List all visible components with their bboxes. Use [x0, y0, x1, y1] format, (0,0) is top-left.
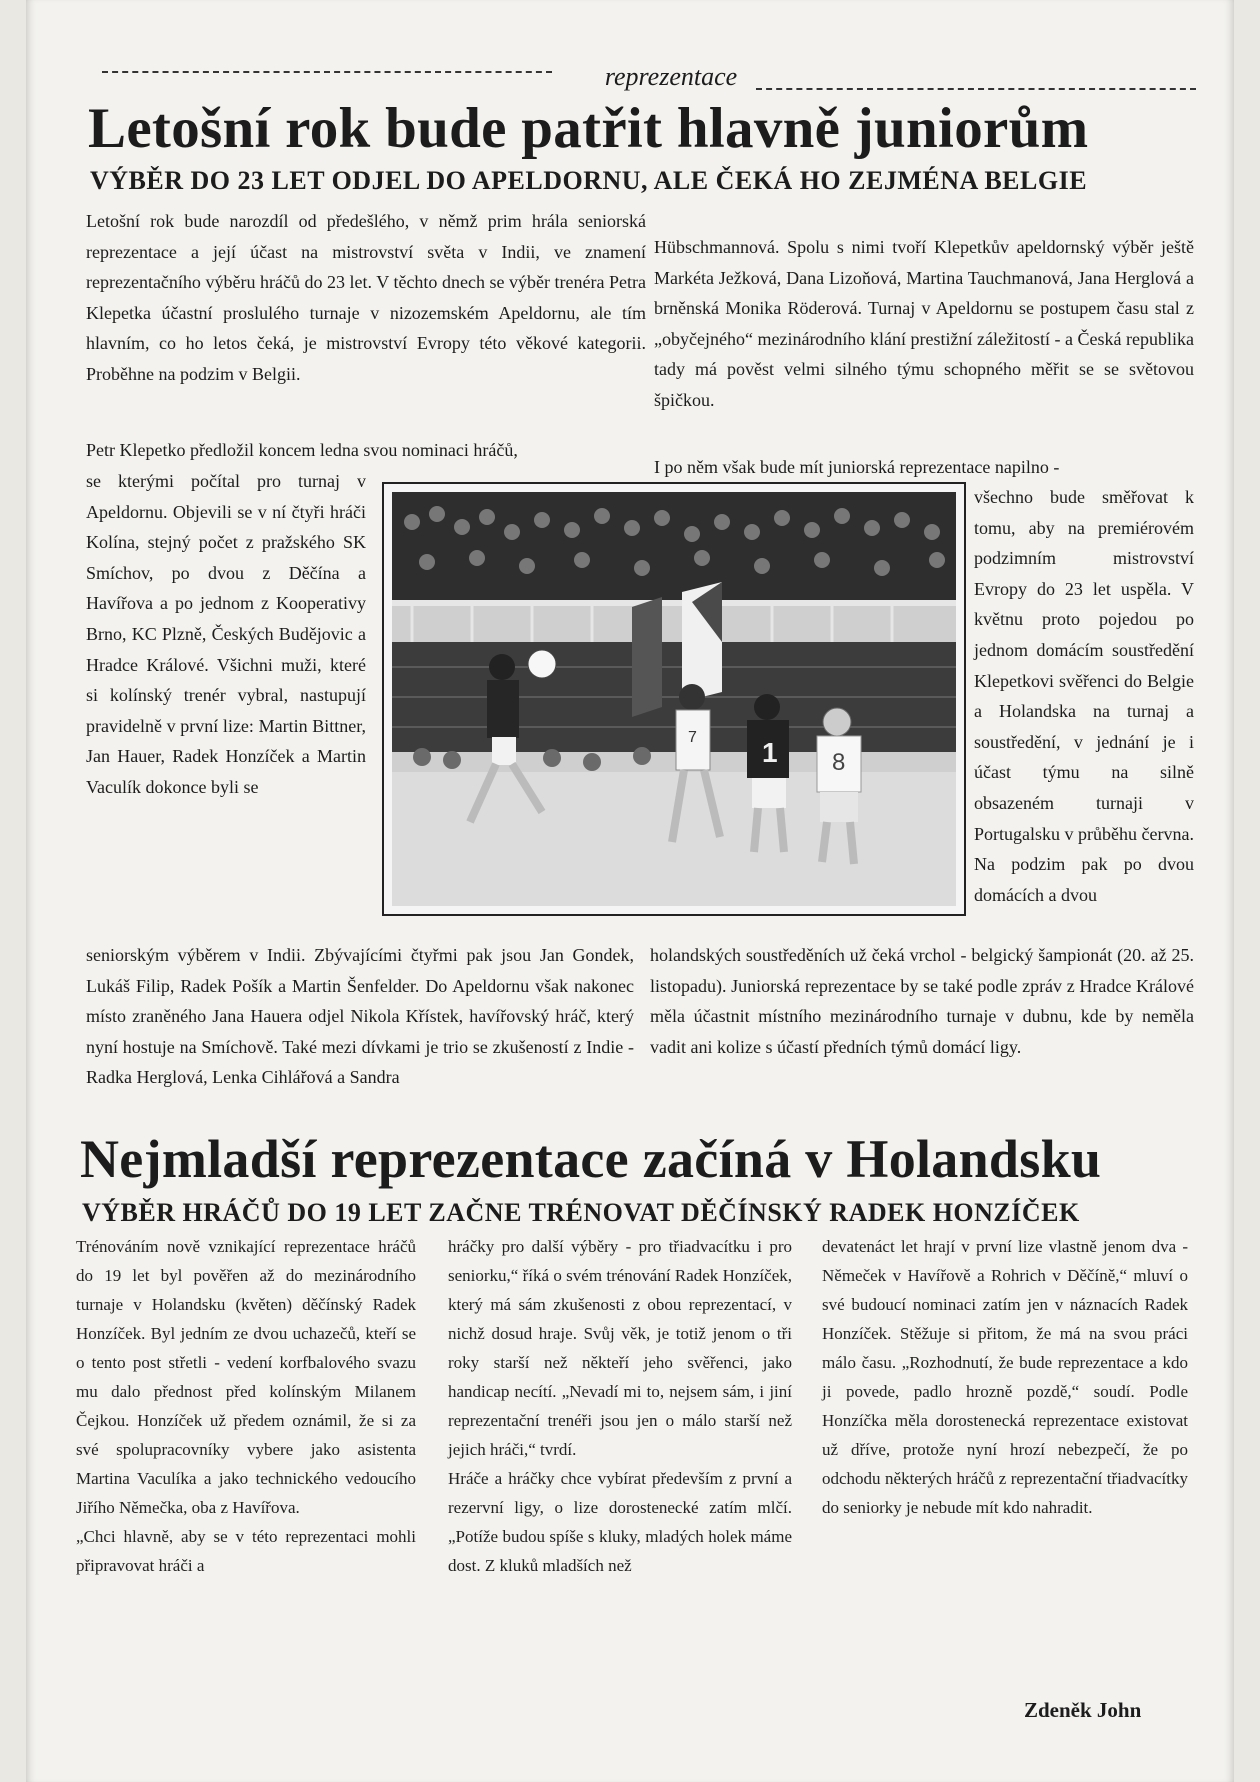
article1-left-wide [86, 435, 646, 466]
rubric-right-rule [756, 88, 1196, 90]
article2-column-1 [76, 1232, 416, 1580]
paragraph: hráčky pro další výběry - pro třiadvacítku i pro seniorku,“ říká o svém trénování Radek Honzíček, který má sám zkušenosti z obou reprezentací, v nichž dosud hraje. Svůj věk, je totiž jenom o tři roky starší než někteří jeho svěřenci, jako handicap necítí. „Nevadí mi to, nejsem sám, i jiní reprezentační trenéři jsou jen o málo starší než jejich hráči,“ tvrdí. [448, 1237, 792, 1459]
paragraph: Letošní rok bude narozdíl od předešlého, v němž prim hrála seniorská reprezentace a její účast na mistrovství světa v Indii, ve znamení reprezentačního výběru hráčů do 23 let. V těchto dnech se výběr trenéra Petra Klepetka účastní proslulého turnaje v nizozemském Apeldornu, ale tím hlavním, co ho letos čeká, je mistrovství Evropy této věkové kategorii. Proběhne na podzim v Belgii. [86, 211, 646, 384]
section-rubric: reprezentace [604, 62, 738, 91]
article1-headline: Letošní rok bude patřit hlavně juniorům [88, 97, 1089, 160]
paragraph: Trénováním nově vznikající reprezentace hráčů do 19 let byl pověřen až do mezinárodního turnaje v Holandsku (květen) děčínský Radek Honzíček. Byl jedním ze dvou uchazečů, kteří se o tento post střetli - vedení korfbalového svazu mu dalo přednost před kolínským Milanem Čejkou. Honzíček už předem oznámil, že si za své spolupracovníky vybere jako asistenta Martina Vaculíka a jako technického vedoucího Jiřího Němečka, oba z Havířova. [76, 1237, 416, 1517]
article1-left-bottom [86, 940, 634, 1093]
article1-left-top [86, 206, 646, 390]
newspaper-page [26, 0, 1234, 1782]
paragraph: Petr Klepetko předložil koncem ledna svou nominaci hráčů, [86, 440, 518, 460]
article2-subheadline: VÝBĚR HRÁČŮ DO 19 LET ZAČNE TRÉNOVAT DĚČÍNSKÝ RADEK HONZÍČEK [82, 1198, 1080, 1227]
article2-headline: Nejmladší reprezentace začíná v Holandsku [80, 1129, 1102, 1189]
article1-right-narrow [974, 482, 1194, 910]
author-signature: Zdeněk John [1024, 1698, 1142, 1722]
paragraph: devatenáct let hrají v první lize vlastně jenom dva - Němeček v Havířově a Rohrich v Děčíně,“ mluví o své budoucí nominaci zatím jen v náznacích Radek Honzíček. Stěžuje si přitom, že má na svou práci málo času. „Rozhodnutí, že bude reprezentace a kdo ji povede, padlo hrozně pozdě,“ soudí. Podle Honzíčka měla dorostenecká reprezentace existovat už dříve, protože nyní hrozí nebezpečí, že po odchodu některých hráčů z reprezentační třiadvacítky do seniorky je nebude mít kdo nahradit. [822, 1237, 1188, 1517]
article1-subheadline: VÝBĚR DO 23 LET ODJEL DO APELDORNU, ALE ČEKÁ HO ZEJMÉNA BELGIE [90, 166, 1088, 195]
article1-right-wide [654, 452, 1194, 483]
article1-right-bottom [650, 940, 1194, 1062]
shirt-number-right: 8 [832, 749, 846, 776]
paragraph: „Chci hlavně, aby se v této reprezentaci mohli připravovat hráči a [76, 1527, 416, 1575]
article1-right-top [654, 232, 1194, 416]
shirt-number-left: 1 [762, 737, 778, 768]
paragraph: Hráče a hráčky chce vybírat především z první a rezervní ligy, o lize dorostenecké zatím mlčí. „Potíže budou spíše s kluky, mladých holek máme dost. Z kluků mladších než [448, 1469, 792, 1575]
article1-left-narrow [86, 466, 366, 803]
article2-column-3 [822, 1232, 1188, 1522]
paragraph: se kterými počítal pro turnaj v Apeldornu. Objevili se v ní čtyři hráči Kolína, stejný počet z pražského SK Smíchov, po dvou z Děčína a Havířova a po jednom z Kooperativy Brno, KC Plzně, Českých Budějovic a Hradce Králové. Všichni muži, které si kolínský trenér vybral, nastupují pravidelně v první lize: Martin Bittner, Jan Hauer, Radek Honzíček a Martin Vaculík dokonce byli se [86, 471, 366, 797]
paragraph: seniorským výběrem v Indii. Zbývajícími čtyřmi pak jsou Jan Gondek, Lukáš Filip, Radek Pošík a Martin Šenfelder. Do Apeldornu však nakonec místo zraněného Jana Hauera odjel Nikola Křístek, havířovský hráč, který nyní hostuje na Smíchově. Také mezi dívkami je trio se zkušeností z Indie - Radka Herglová, Lenka Cihlářová a Sandra [86, 945, 634, 1088]
paragraph: I po něm však bude mít juniorská reprezentace napilno - [654, 457, 1060, 477]
paragraph: Hübschmannová. Spolu s nimi tvoří Klepetkův apeldornský výběr ještě Markéta Ježková, Dana Lizoňová, Martina Tauchmanová, Jana Herglová a brněnská Monika Röderová. Turnaj v Apeldornu se postupem času stal z „obyčejného“ mezinárodního klání prestižní záležitostí - a Česká republika tady má pověst velmi silného týmu schopného měřit se se světovou špičkou. [654, 237, 1194, 410]
korfball-match-photo-icon [392, 492, 956, 906]
rubric-left-rule [102, 71, 552, 73]
article2-column-2 [448, 1232, 792, 1580]
paragraph: všechno bude směřovat k tomu, aby na premiérovém podzimním mistrovství Evropy do 23 let uspěla. V květnu proto pojedou po jednom domácím soustředění Klepetkovi svěřenci do Belgie a Holandska na turnaj a soustředění, v jednání je i účast týmu na silně obsazeném turnaji v Portugalsku v průběhu června. Na podzim pak po dvou domácích a dvou [974, 487, 1194, 905]
paragraph: holandských soustředěních už čeká vrchol - belgický šampionát (20. až 25. listopadu). Juniorská reprezentace by se také podle zpráv z Hradce Králové měla účastnit místního mezinárodního turnaje v dubnu, kde by neměla vadit ani kolize s účastí předních týmů domácí ligy. [650, 945, 1194, 1057]
match-photo [382, 482, 966, 916]
shirt-number-flag: 7 [688, 729, 697, 746]
